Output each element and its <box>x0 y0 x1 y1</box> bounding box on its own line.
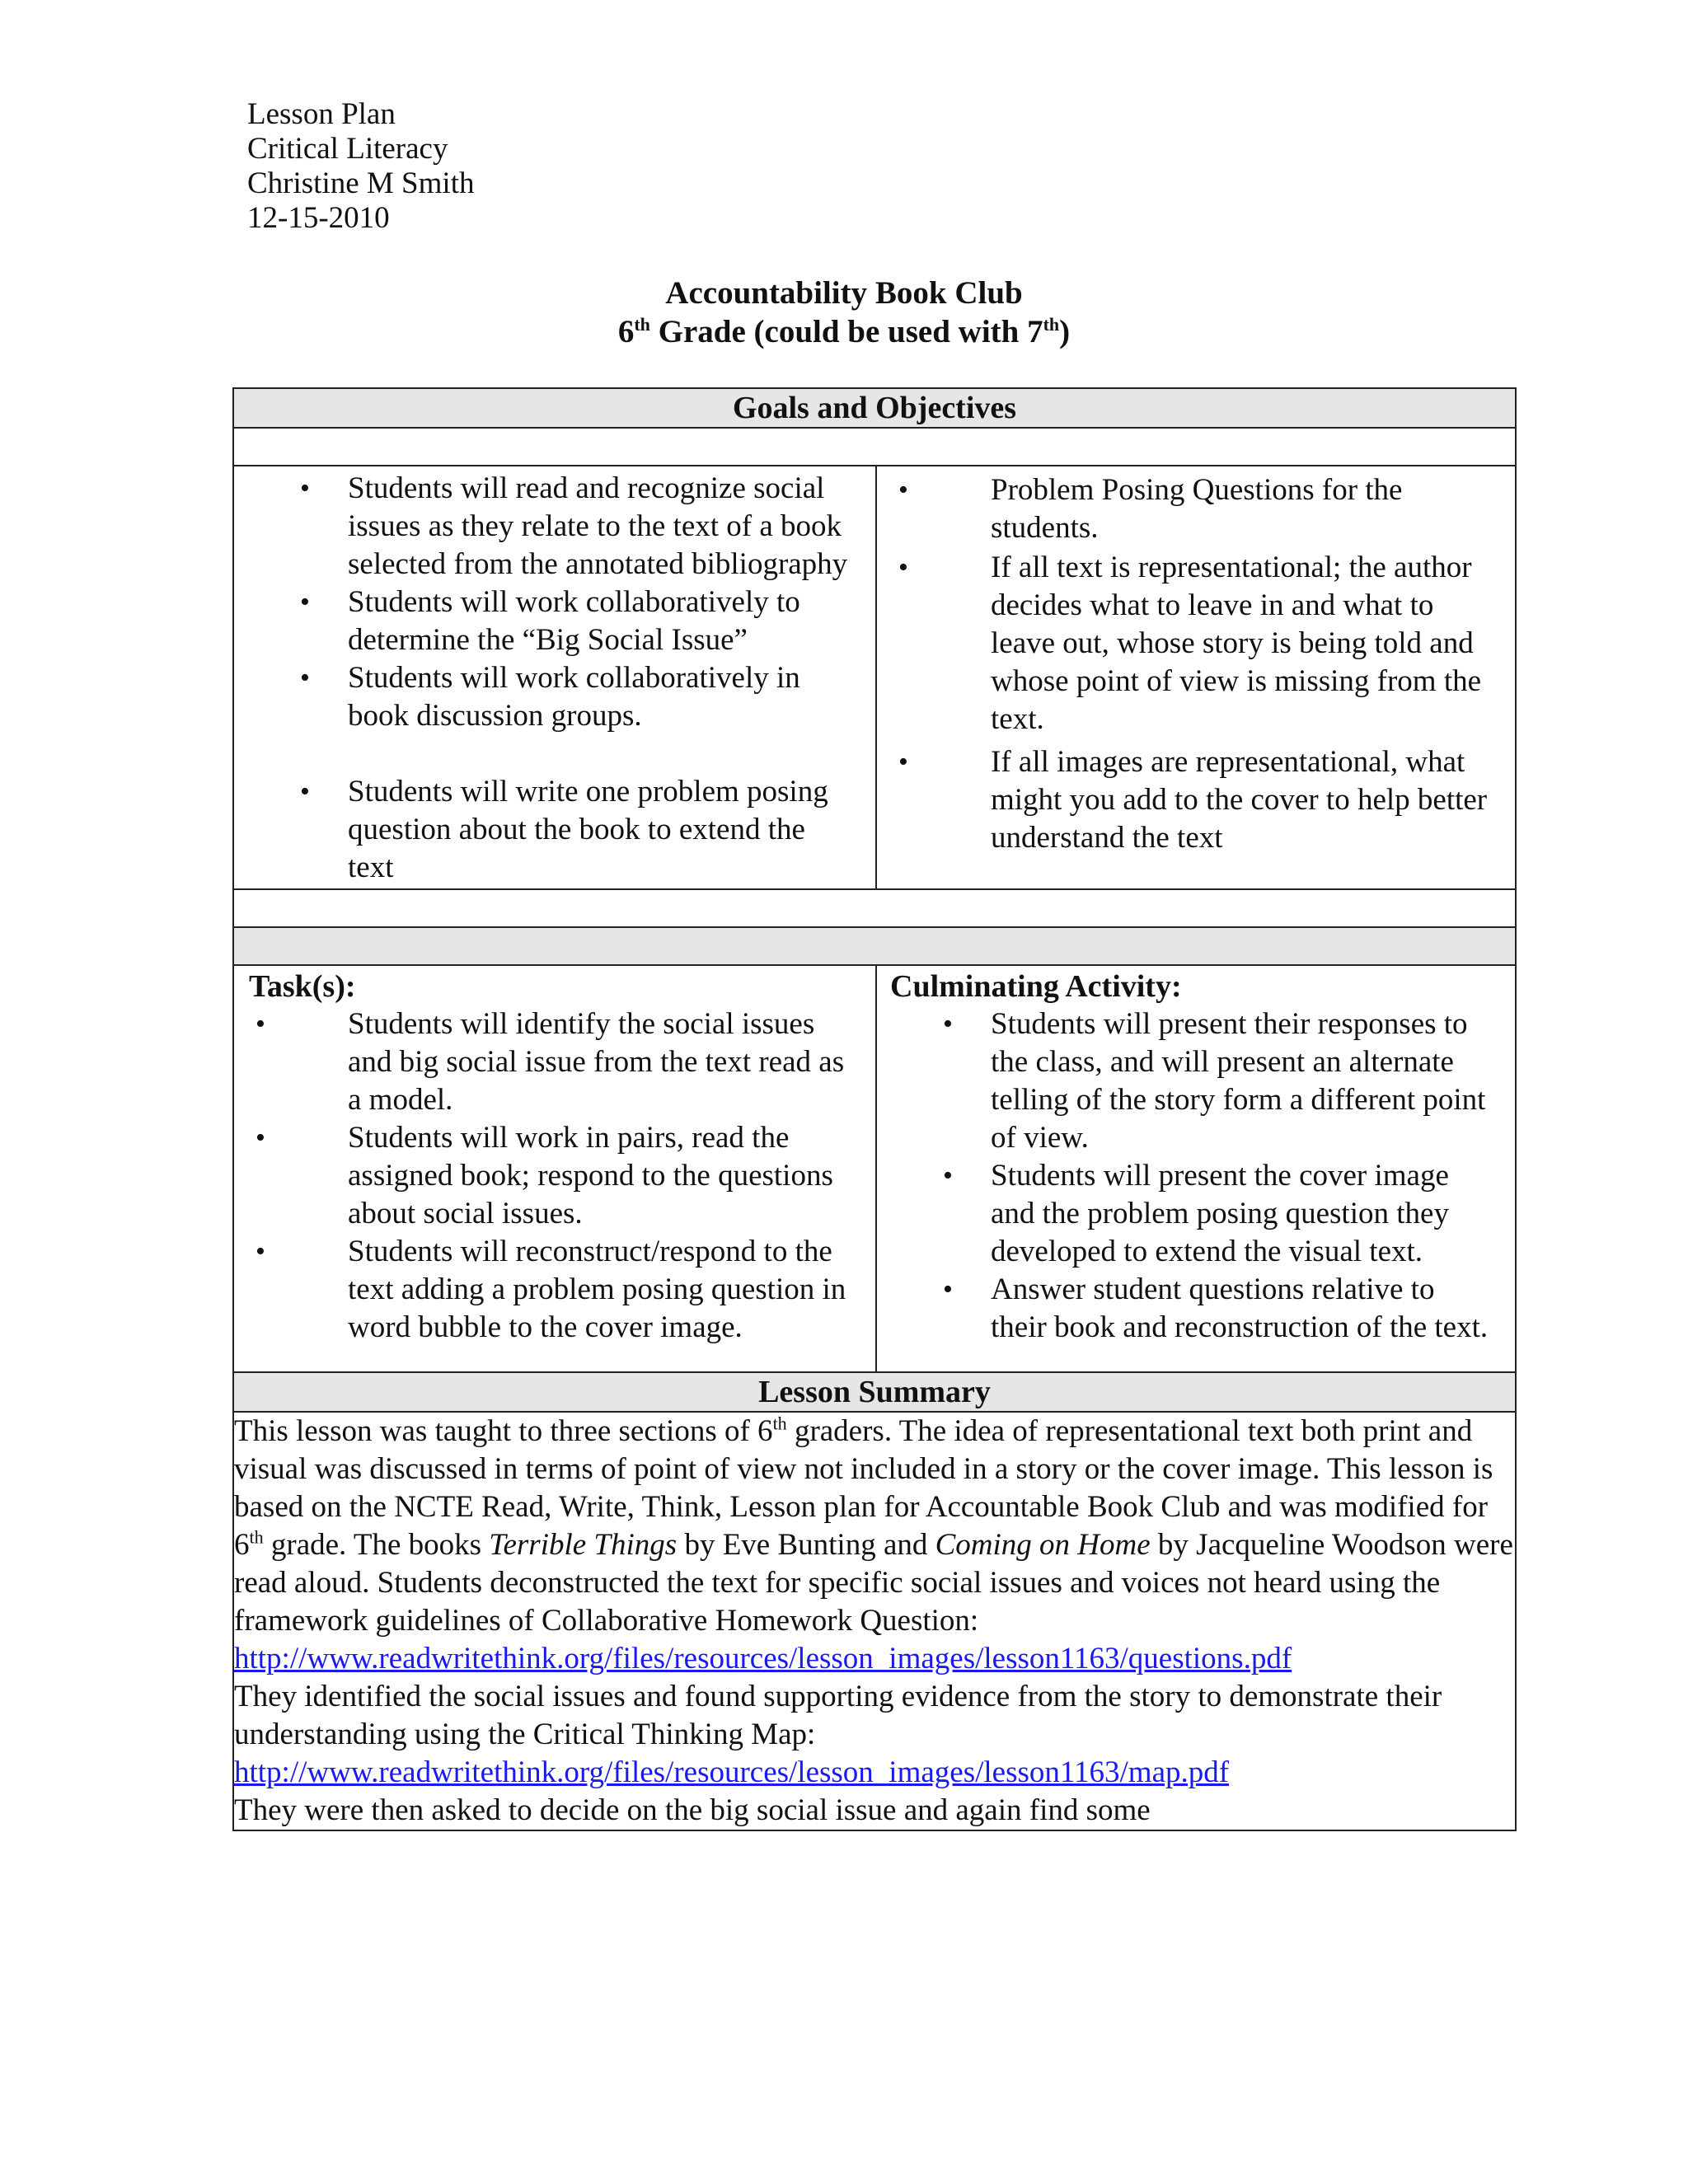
grade-ordinal: th <box>634 314 650 335</box>
blank-row <box>233 428 1516 466</box>
header-doc-type: Lesson Plan <box>247 97 396 131</box>
grade-ordinal-2: th <box>1043 314 1060 335</box>
header-subject: Critical Literacy <box>247 132 448 166</box>
blank-shaded-row <box>233 927 1516 965</box>
document-title <box>0 274 1688 351</box>
list-item: • Students will work in pairs, read the assigned book; respond to the questions about social issues. <box>348 1119 856 1233</box>
list-item: • Students will identify the social issues and big social issue from the text read as a model. <box>348 1005 856 1119</box>
goals-left-list <box>348 470 851 887</box>
list-item: • Students will present the cover image and the problem posing question they developed to extend the visual text. <box>991 1157 1495 1271</box>
tasks-heading: Task(s): <box>249 969 356 1004</box>
blank-row-2 <box>233 927 1516 965</box>
list-item: • Students will work collaboratively in book discussion groups. <box>348 659 851 735</box>
list-item: • Students will read and recognize social issues as they relate to the text of a book selected from the annotated bibliography <box>348 470 851 583</box>
culminating-cell <box>876 965 1516 1372</box>
grade-text: Grade (could be used with 7 <box>649 314 1043 349</box>
book-title: Coming on Home <box>935 1528 1151 1562</box>
culminating-list <box>991 1005 1495 1347</box>
list-item: • Students will write one problem posing question about the book to extend the text <box>348 773 851 887</box>
summary-cell <box>233 1412 1516 1830</box>
lesson-plan-table <box>232 387 1517 1831</box>
title-main: Accountability Book Club <box>665 275 1023 311</box>
blank-row-1 <box>233 889 1516 927</box>
ordinal-suffix: th <box>249 1526 264 1548</box>
list-item: • Students will work collaboratively to determine the “Big Social Issue” <box>348 583 851 659</box>
summary-text: grade. The books <box>263 1528 490 1562</box>
title-grade <box>0 312 1688 351</box>
summary-text: graders. The idea of representational text both print and visual was discussed in terms of point of view not included in a story or the cover image. This lesson is based on the NCTE Read, Write, Think, Lesson plan for Accountable Book Club and was modified for 6 <box>234 1414 1493 1562</box>
tasks-cell <box>233 965 876 1372</box>
summary-text: by Jacqueline Woodson were read aloud. Students deconstructed the text for specific social issues and voices not heard using the framework guidelines of Collaborative Homework Question: <box>234 1528 1513 1638</box>
goals-left-cell <box>233 466 876 889</box>
goals-heading: Goals and Objectives <box>233 388 1516 428</box>
summary-paragraph: They identified the social issues and found supporting evidence from the story to demonstrate their understanding using the Critical Thinking Map: <box>234 1680 1442 1751</box>
summary-heading-row <box>233 1372 1516 1412</box>
list-item: • Students will present their responses to the class, and will present an alternate telling of the story form a different point of view. <box>991 1005 1495 1157</box>
ordinal-suffix: th <box>772 1413 787 1434</box>
grade-close: ) <box>1059 314 1071 349</box>
list-item: • Problem Posing Questions for the students. <box>991 471 1495 547</box>
questions-pdf-link[interactable]: http://www.readwritethink.org/files/resources/lesson_images/lesson1163/questions.pdf <box>234 1642 1292 1675</box>
header-author: Christine M Smith <box>247 166 475 200</box>
summary-text: by Eve Bunting and <box>677 1528 935 1562</box>
tasks-row <box>233 965 1516 1372</box>
summary-heading: Lesson Summary <box>233 1372 1516 1412</box>
header-date: 12-15-2010 <box>247 201 390 235</box>
goals-right-cell <box>876 466 1516 889</box>
list-item: • If all images are representational, what might you add to the cover to help better understand the text <box>991 743 1495 857</box>
grade-number: 6 <box>617 314 635 349</box>
summary-paragraph <box>234 1413 1515 1640</box>
list-item: • Students will reconstruct/respond to the text adding a problem posing question in word bubble to the cover image. <box>348 1233 856 1347</box>
culminating-heading: Culminating Activity: <box>890 969 1182 1004</box>
goals-right-list <box>991 471 1495 857</box>
summary-text: This lesson was taught to three sections of 6 <box>234 1414 773 1448</box>
blank-row <box>233 889 1516 927</box>
list-item: • Answer student questions relative to their book and reconstruction of the text. <box>991 1271 1495 1347</box>
summary-paragraph: They were then asked to decide on the big social issue and again find some <box>234 1793 1151 1827</box>
tasks-list <box>348 1005 856 1347</box>
map-pdf-link[interactable]: http://www.readwritethink.org/files/resources/lesson_images/lesson1163/map.pdf <box>234 1755 1230 1789</box>
list-item: • If all text is representational; the author decides what to leave in and what to leave out, whose story is being told and whose point of view is missing from the text. <box>991 549 1495 738</box>
book-title: Terrible Things <box>489 1528 678 1562</box>
document-header <box>247 97 474 236</box>
goals-heading-row <box>233 388 1516 428</box>
summary-content-row <box>233 1412 1516 1830</box>
goals-content-row <box>233 466 1516 889</box>
goals-spacer-row <box>233 428 1516 466</box>
